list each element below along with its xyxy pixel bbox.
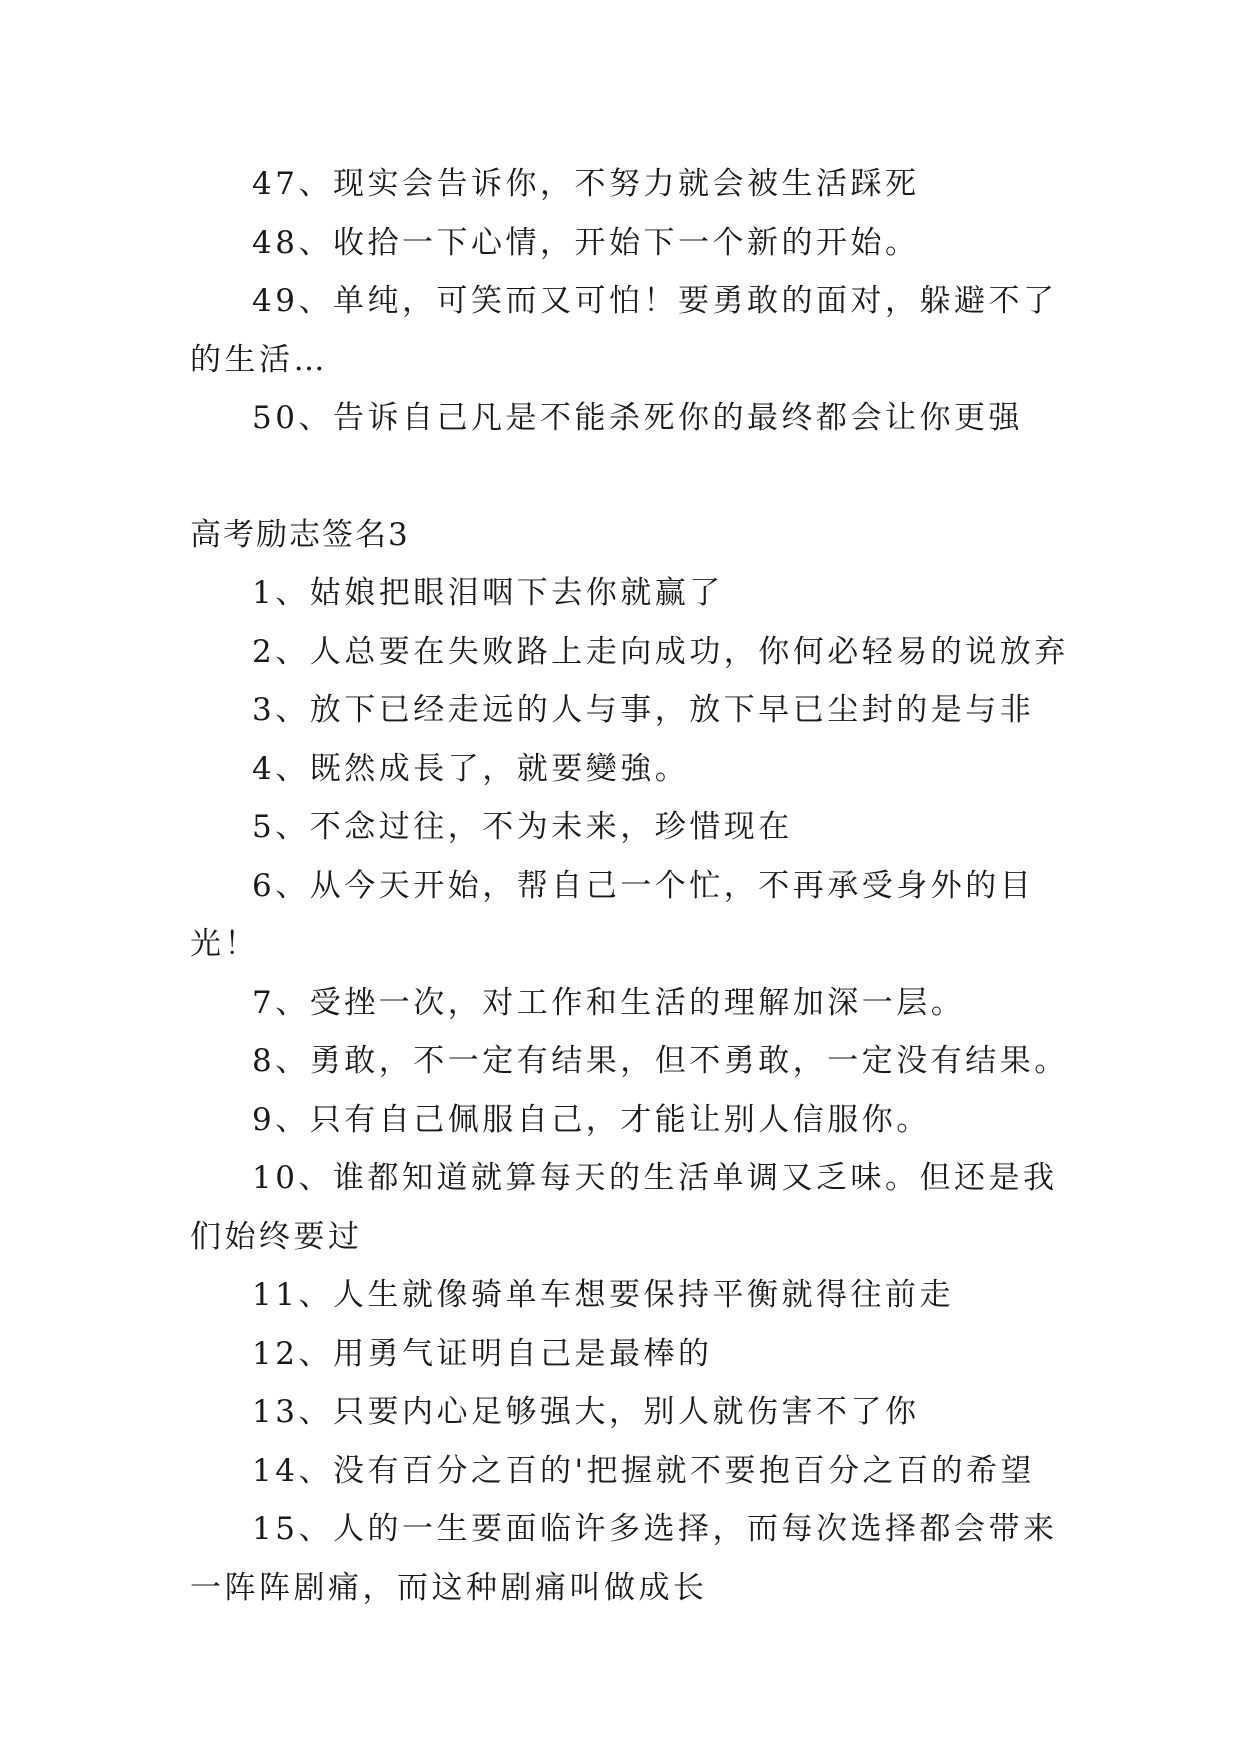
list-item-1: 1、姑娘把眼泪咽下去你就赢了	[252, 575, 724, 611]
list-item-11: 11、人生就像骑单车想要保持平衡就得往前走	[252, 1277, 954, 1313]
list-item-49: 49、单纯，可笑而又可怕！要勇敢的面对，躲避不了的生活…	[190, 283, 1058, 378]
list-item-48: 48、收拾一下心情，开始下一个新的开始。	[252, 224, 920, 261]
list-item-4: 4、既然成長了，就要變強。	[252, 750, 690, 787]
list-item-7: 7、受挫一次，对工作和生活的理解加深一层。	[252, 984, 966, 1021]
list-item-47: 47、现实会告诉你，不努力就会被生活踩死	[252, 166, 920, 202]
section-heading: 高考励志签名3	[190, 516, 410, 553]
document-body	[190, 155, 1070, 1617]
list-item-9: 9、只有自己佩服自己，才能让别人信服你。	[252, 1101, 931, 1138]
list-item-10: 10、谁都知道就算每天的生活单调又乏味。但还是我们始终要过	[190, 1160, 1058, 1255]
list-item-15: 15、人的一生要面临许多选择，而每次选择都会带来一阵阵剧痛，而这种剧痛叫做成长	[190, 1511, 1058, 1606]
list-item-3: 3、放下已经走远的人与事，放下早已尘封的是与非	[252, 692, 1035, 728]
list-item-8: 8、勇敢，不一定有结果，但不勇敢，一定没有结果。	[252, 1043, 1069, 1079]
list-item-6: 6、从今天开始，帮自己一个忙，不再承受身外的目光！	[190, 867, 1035, 962]
list-item-12: 12、用勇气证明自己是最棒的	[252, 1335, 713, 1372]
list-item-50: 50、告诉自己凡是不能杀死你的最终都会让你更强	[252, 400, 1023, 436]
list-item-5: 5、不念过往，不为未来，珍惜现在	[252, 809, 793, 845]
list-item-2: 2、人总要在失败路上走向成功，你何必轻易的说放弃	[252, 633, 1069, 670]
list-item-13: 13、只要内心足够强大，别人就伤害不了你	[252, 1394, 920, 1430]
list-item-14: 14、没有百分之百的'把握就不要抱百分之百的希望	[252, 1452, 1035, 1489]
